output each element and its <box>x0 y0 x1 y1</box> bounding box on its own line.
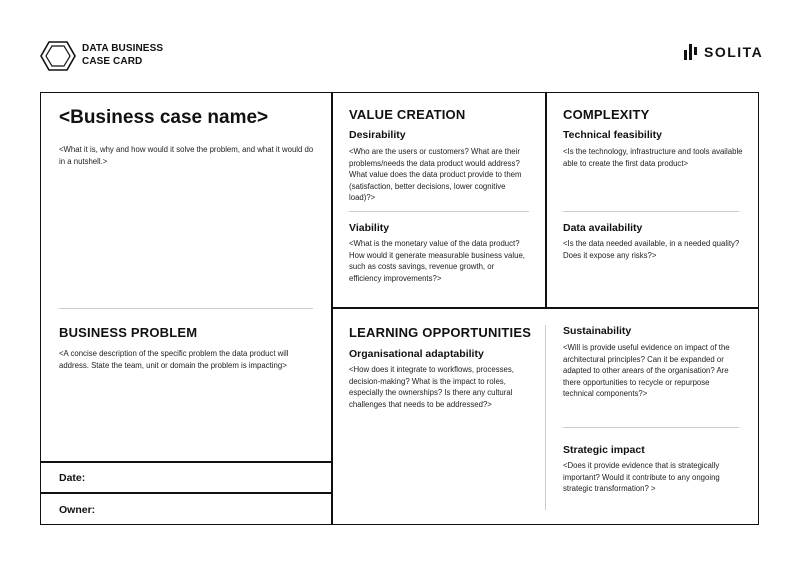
date-label: Date: <box>59 472 86 484</box>
data-availability-description: <Is the data needed available, in a needed quality? Does it expose any risks?> <box>563 239 740 260</box>
business-problem-title: BUSINESS PROBLEM <box>59 325 198 340</box>
business-problem-description: <A concise description of the specific problem the data product will address. State the team, unit or domain the problem is impacting> <box>59 349 289 370</box>
organisational-adaptability-title: Organisational adaptability <box>349 348 484 360</box>
row-divider-middle <box>331 307 759 309</box>
learning-divider <box>563 427 739 428</box>
brand-name: SOLITA <box>704 44 764 60</box>
business-case-divider <box>59 308 313 309</box>
column-divider-left <box>331 93 333 524</box>
sustainability-description: <Will is provide useful evidence on impact of the architectural principles? Can it be expanded or adapted to other arears of the organisation? Are there opportunities to recycle or repurpose technical components?> <box>563 343 730 399</box>
viability-description: <What is the monetary value of the data product? How would it generate measurable business value, such as costs savings, revenue growth, or efficiency improvements?> <box>349 239 525 283</box>
owner-label: Owner: <box>59 504 96 516</box>
complexity-title: COMPLEXITY <box>563 107 650 122</box>
business-case-name: <Business case name> <box>59 107 269 128</box>
value-creation-title: VALUE CREATION <box>349 107 466 122</box>
date-row-divider <box>41 461 332 463</box>
hexagon-logo-icon <box>40 40 76 72</box>
document-title <box>82 42 163 68</box>
owner-row-divider <box>41 492 332 494</box>
organisational-adaptability-description: <How does it integrate to workflows, processes, decision-making? What is the impact to roles, especially the ownerships? Is there any cultural challenges that needs to be addressed?> <box>349 365 514 409</box>
brand-logo <box>684 42 763 62</box>
solita-bars-icon <box>684 44 698 60</box>
business-case-card <box>40 92 759 525</box>
column-divider-right <box>545 93 547 308</box>
desirability-description: <Who are the users or customers? What are their problems/needs the data product would address? What value does the data product provide to them (satisfaction, better decisions, lower cognitive load)?> <box>349 147 522 203</box>
value-creation-divider <box>349 211 529 212</box>
page-header <box>0 0 800 92</box>
viability-title: Viability <box>349 222 390 234</box>
document-title-line2: CASE CARD <box>82 56 143 67</box>
strategic-impact-description: <Does it provide evidence that is strategically important? Would it contribute to any ongoing strategic transformation? > <box>563 461 720 494</box>
technical-feasibility-description: <Is the technology, infrastructure and tools available able to create the first data product> <box>563 147 743 168</box>
desirability-title: Desirability <box>349 129 406 141</box>
sustainability-title: Sustainability <box>563 325 632 337</box>
technical-feasibility-title: Technical feasibility <box>563 129 663 141</box>
business-case-description: <What it is, why and how would it solve the problem, and what it would do in a nutshell.> <box>59 145 314 166</box>
learning-column-divider <box>545 325 546 510</box>
learning-opportunities-title: LEARNING OPPORTUNITIES <box>349 325 532 340</box>
complexity-divider <box>563 211 739 212</box>
data-availability-title: Data availability <box>563 222 643 234</box>
strategic-impact-title: Strategic impact <box>563 444 645 456</box>
document-title-line1: DATA BUSINESS <box>82 43 164 54</box>
